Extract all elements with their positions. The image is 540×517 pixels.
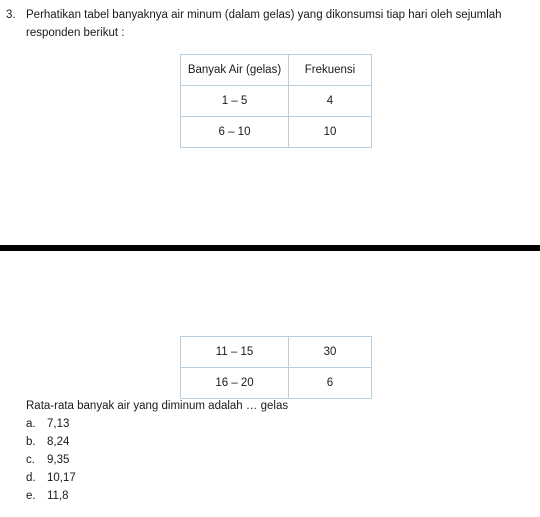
table-row [181, 117, 372, 148]
option-letter: c. [26, 454, 35, 466]
page-divider [0, 245, 540, 251]
option-value: 10,17 [47, 472, 76, 484]
question-text-line1: Perhatikan tabel banyaknya air minum (dalam gelas) yang dikonsumsi tiap hari oleh sejumlah [26, 9, 502, 21]
table-cell: 6 [289, 368, 372, 399]
option-value: 11,8 [47, 490, 69, 502]
option-letter: e. [26, 490, 36, 502]
question-prompt: Rata-rata banyak air yang diminum adalah … gelas [26, 400, 289, 412]
table-cell: 11 – 15 [181, 337, 289, 368]
table-header-row [181, 55, 372, 86]
question-text-line2: responden berikut : [26, 27, 125, 39]
option-letter: b. [26, 436, 36, 448]
table-row [181, 337, 372, 368]
table-cell: 16 – 20 [181, 368, 289, 399]
table-cell: 30 [289, 337, 372, 368]
option-b [26, 436, 69, 448]
option-value: 9,35 [47, 454, 70, 466]
table-header-cell: Banyak Air (gelas) [181, 55, 289, 86]
table-row [181, 368, 372, 399]
table-header-cell: Frekuensi [289, 55, 372, 86]
option-value: 7,13 [47, 418, 70, 430]
table-cell: 10 [289, 117, 372, 148]
table-row [181, 86, 372, 117]
question-number: 3. [6, 9, 16, 21]
table-cell: 4 [289, 86, 372, 117]
option-a [26, 418, 69, 430]
frequency-table-top [180, 54, 372, 148]
option-letter: a. [26, 418, 36, 430]
option-d [26, 472, 76, 484]
option-e [26, 490, 69, 502]
option-letter: d. [26, 472, 36, 484]
table-cell: 6 – 10 [181, 117, 289, 148]
option-c [26, 454, 69, 466]
table-cell: 1 – 5 [181, 86, 289, 117]
frequency-table-bottom [180, 336, 372, 399]
option-value: 8,24 [47, 436, 70, 448]
